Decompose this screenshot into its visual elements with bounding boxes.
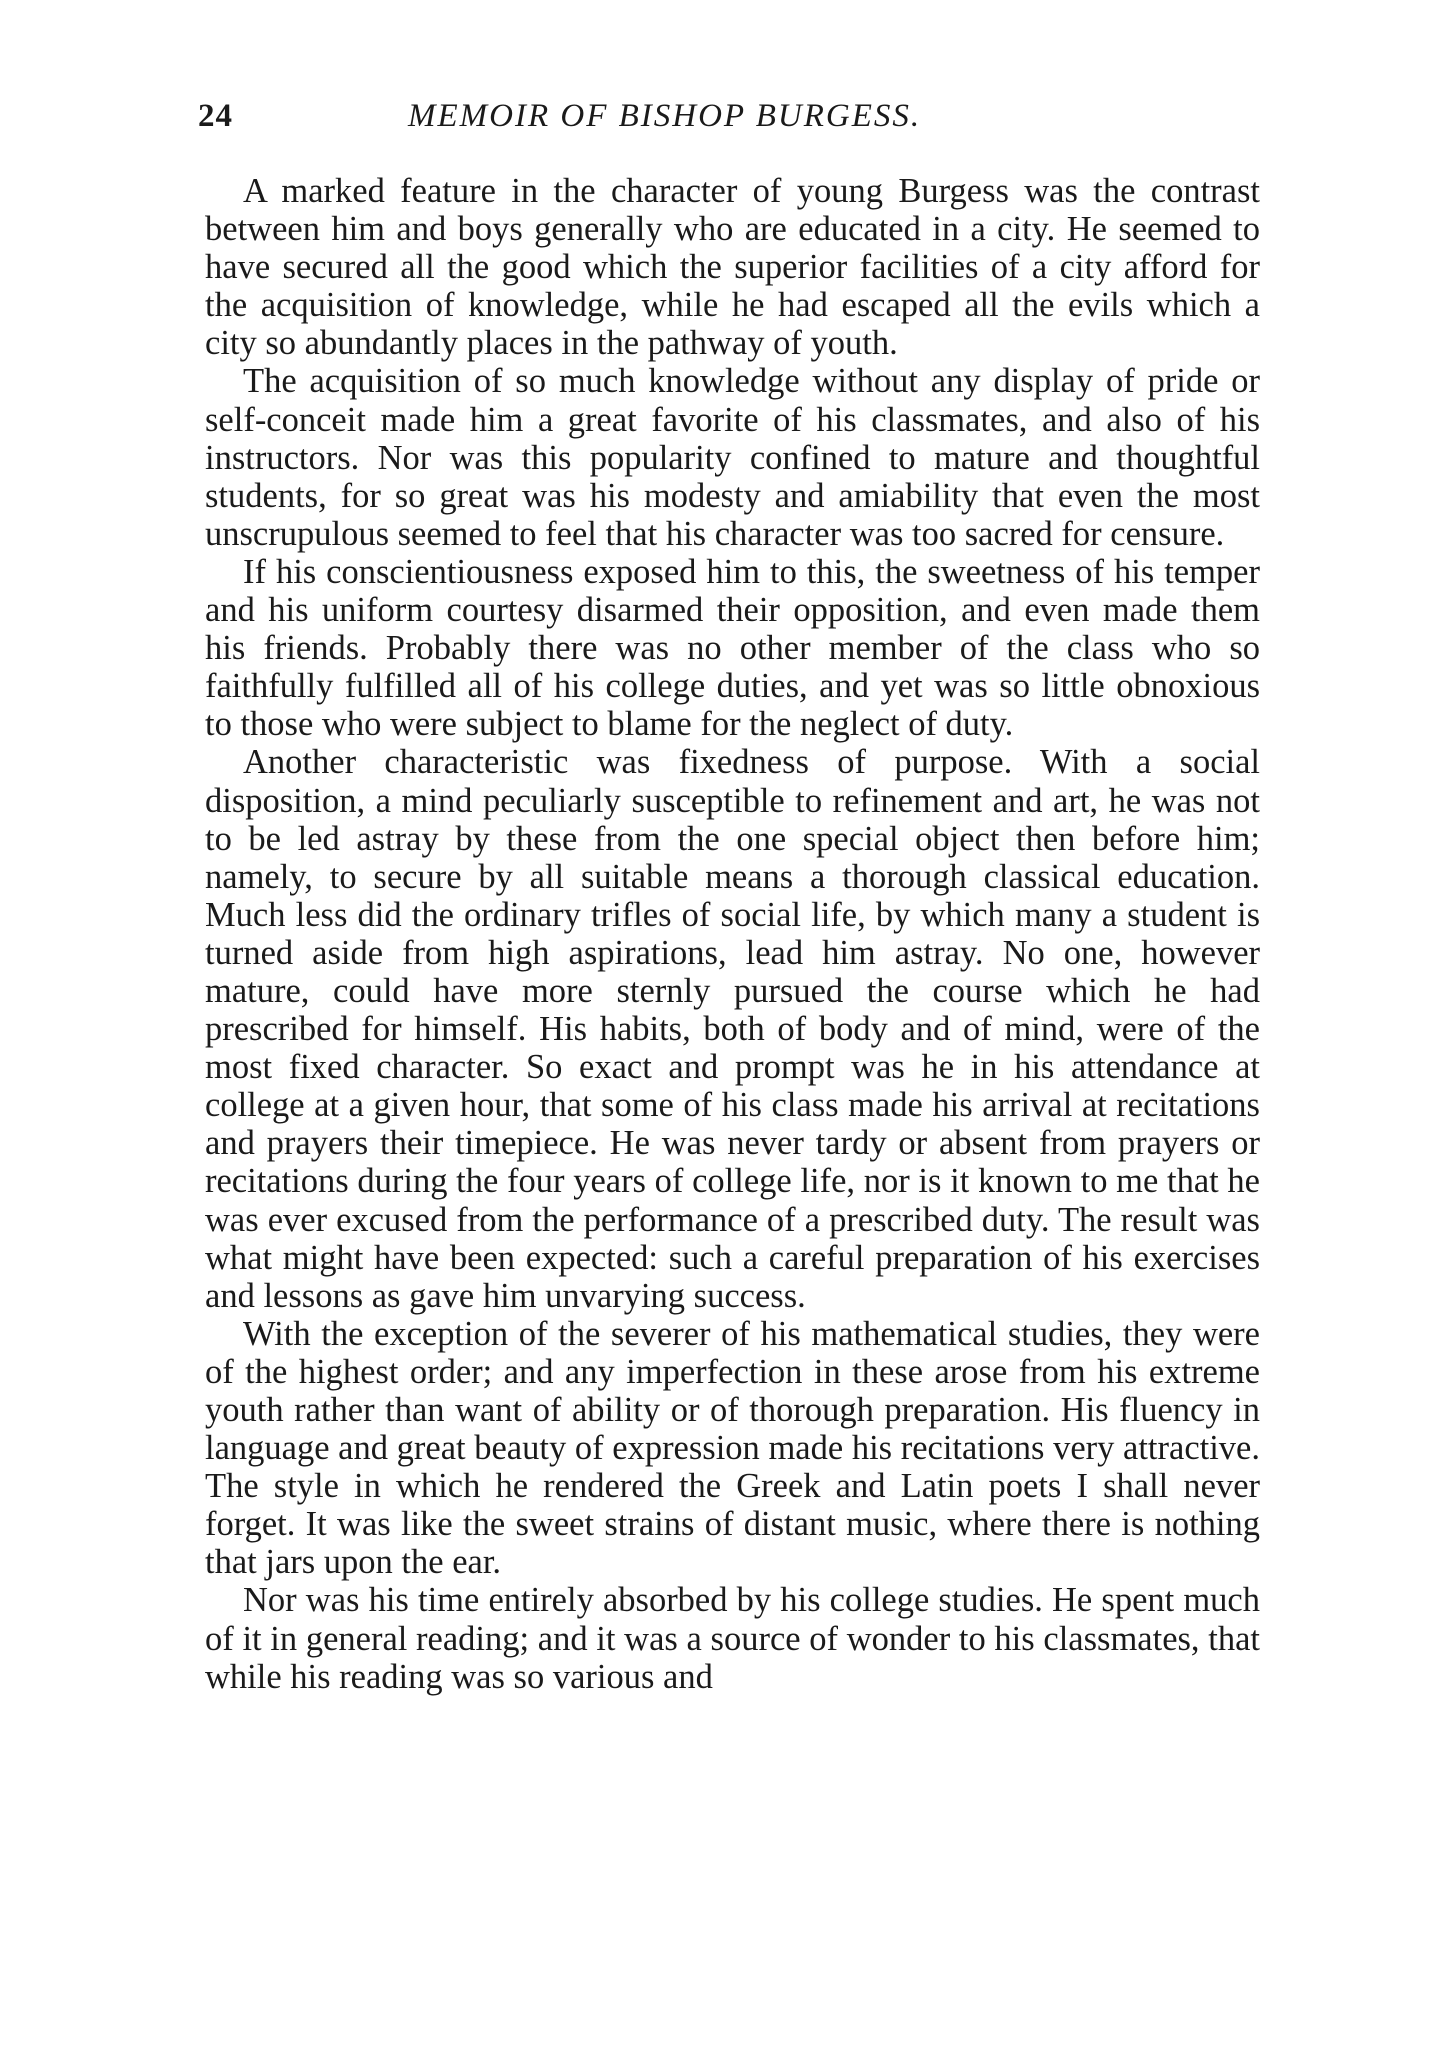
paragraph-4: Another characteristic was fixedness of purpose. With a social disposition, a mind peculiarly susceptible to refinement and art, he was not to be led astray by these from the one special object then before him; namely, to secure by all suitable means a thorough classical education. Much less did the ordinary trifles of social life, by which many a student is turned aside from high aspirations, lead him astray. No one, however mature, could have more sternly pursued the course which he had prescribed for himself. His habits, both of body and of mind, were of the most fixed character. So exact and prompt was he in his attendance at college at a given hour, that some of his class made his arrival at recitations and prayers their timepiece. He was never tardy or absent from prayers or recitations during the four years of college life, nor is it known to me that he was ever excused from the performance of a prescribed duty. The result was what might have been expected: such a careful preparation of his exercises and lessons as gave him unvarying success. bbox=[205, 743, 1260, 1315]
page-number: 24 bbox=[198, 98, 233, 134]
paragraph-2: The acquisition of so much knowledge without any display of pride or self-conceit made him a great favorite of his classmates, and also of his instructors. Nor was this popularity confined to mature and thoughtful students, for so great was his modesty and amiability that even the most unscrupulous seemed to feel that his character was too sacred for censure. bbox=[205, 362, 1260, 553]
paragraph-3: If his conscientiousness exposed him to this, the sweetness of his temper and his uniform courtesy disarmed their opposition, and even made them his friends. Probably there was no other member of the class who so faithfully fulfilled all of his college duties, and yet was so little obnoxious to those who were subject to blame for the neglect of duty. bbox=[205, 552, 1260, 744]
paragraph-6: Nor was his time entirely absorbed by his college studies. He spent much of it in general reading; and it was a source of wonder to his classmates, that while his reading was so various and bbox=[205, 1581, 1260, 1696]
running-head bbox=[198, 98, 1258, 148]
paragraph-1: A marked feature in the character of young Burgess was the contrast between him and boys generally who are educated in a city. He seemed to have secured all the good which the superior facilities of a city afford for the acquisition of knowledge, while he had escaped all the evils which a city so abundantly places in the pathway of youth. bbox=[205, 172, 1260, 363]
running-title: MEMOIR OF BISHOP BURGESS. bbox=[408, 98, 922, 134]
body-text bbox=[205, 172, 1260, 1696]
paragraph-5: With the exception of the severer of his mathematical studies, they were of the highest order; and any imperfection in these arose from his extreme youth rather than want of ability or of thorough preparation. His fluency in language and great beauty of expression made his recitations very attractive. The style in which he rendered the Greek and Latin poets I shall never forget. It was like the sweet strains of distant music, where there is nothing that jars upon the ear. bbox=[205, 1314, 1260, 1582]
